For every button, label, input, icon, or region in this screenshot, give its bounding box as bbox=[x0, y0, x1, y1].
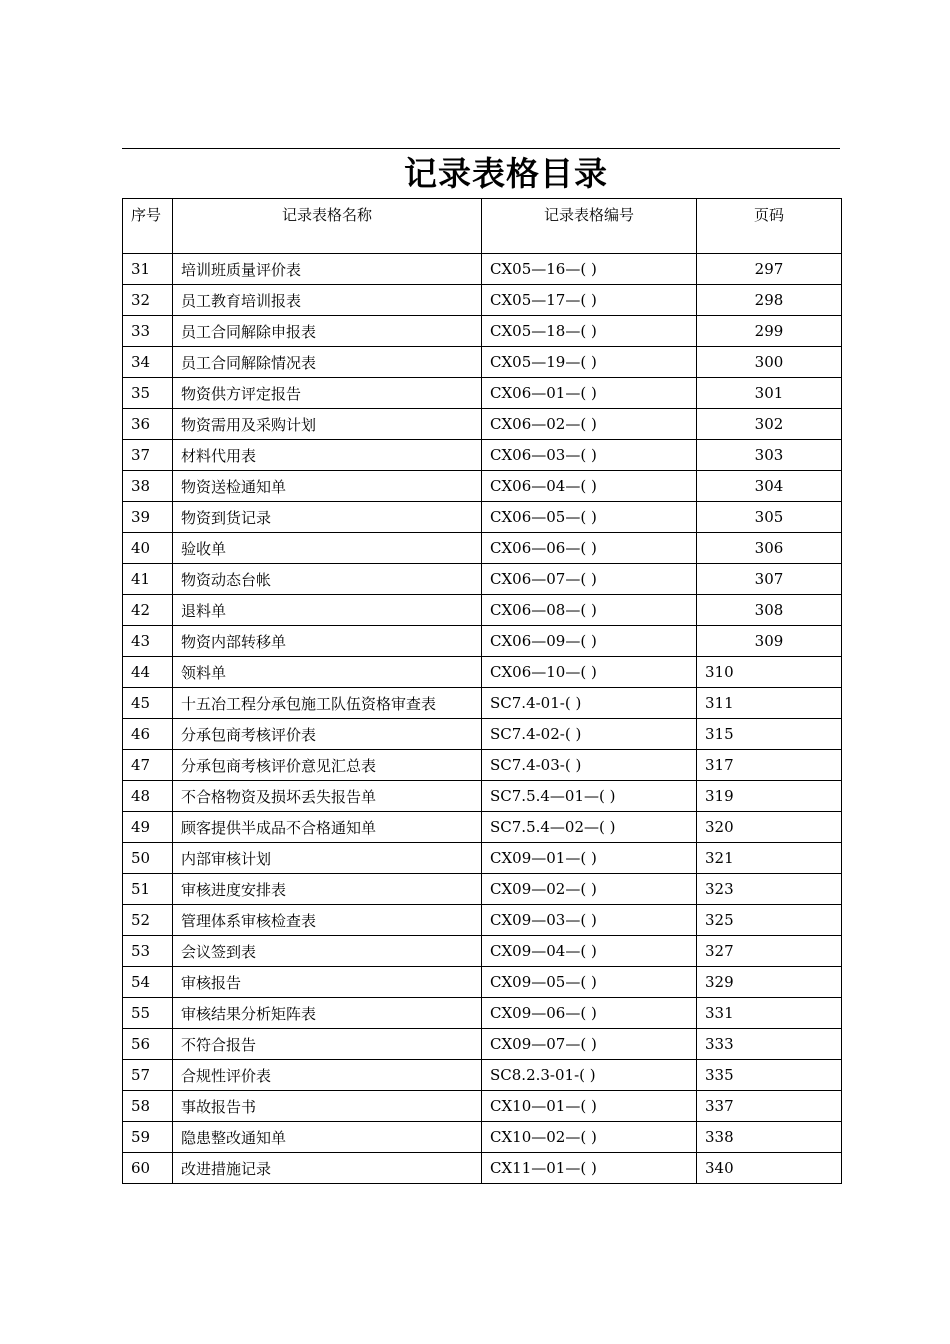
cell-page: 338 bbox=[697, 1122, 842, 1153]
cell-no: 45 bbox=[123, 688, 173, 719]
cell-no: 53 bbox=[123, 936, 173, 967]
table-row bbox=[123, 657, 842, 688]
cell-page: 321 bbox=[697, 843, 842, 874]
cell-code: CX05—17—( ) bbox=[482, 285, 697, 316]
cell-no: 59 bbox=[123, 1122, 173, 1153]
table-row bbox=[123, 905, 842, 936]
table-row bbox=[123, 1153, 842, 1184]
cell-name: 物资到货记录 bbox=[173, 502, 482, 533]
cell-code: CX10—02—( ) bbox=[482, 1122, 697, 1153]
cell-no: 49 bbox=[123, 812, 173, 843]
cell-page: 302 bbox=[697, 409, 842, 440]
cell-page: 333 bbox=[697, 1029, 842, 1060]
table-row bbox=[123, 1122, 842, 1153]
table-row bbox=[123, 347, 842, 378]
page-title: 记录表格目录 bbox=[404, 154, 608, 193]
record-forms-table bbox=[122, 198, 842, 1184]
table-row bbox=[123, 688, 842, 719]
cell-no: 50 bbox=[123, 843, 173, 874]
table-row bbox=[123, 626, 842, 657]
cell-no: 33 bbox=[123, 316, 173, 347]
cell-page: 303 bbox=[697, 440, 842, 471]
cell-page: 337 bbox=[697, 1091, 842, 1122]
cell-no: 54 bbox=[123, 967, 173, 998]
cell-code: CX09—05—( ) bbox=[482, 967, 697, 998]
table-header-row bbox=[123, 199, 842, 254]
cell-page: 319 bbox=[697, 781, 842, 812]
cell-page: 327 bbox=[697, 936, 842, 967]
cell-page: 323 bbox=[697, 874, 842, 905]
cell-name: 物资送检通知单 bbox=[173, 471, 482, 502]
table-row bbox=[123, 936, 842, 967]
cell-code: CX05—19—( ) bbox=[482, 347, 697, 378]
cell-name: 材料代用表 bbox=[173, 440, 482, 471]
cell-page: 311 bbox=[697, 688, 842, 719]
cell-no: 48 bbox=[123, 781, 173, 812]
cell-no: 52 bbox=[123, 905, 173, 936]
cell-page: 320 bbox=[697, 812, 842, 843]
cell-name: 员工合同解除申报表 bbox=[173, 316, 482, 347]
cell-page: 317 bbox=[697, 750, 842, 781]
cell-name: 物资需用及采购计划 bbox=[173, 409, 482, 440]
cell-name: 内部审核计划 bbox=[173, 843, 482, 874]
cell-no: 43 bbox=[123, 626, 173, 657]
cell-page: 325 bbox=[697, 905, 842, 936]
header-code: 记录表格编号 bbox=[482, 199, 697, 254]
table-row bbox=[123, 471, 842, 502]
cell-code: CX06—07—( ) bbox=[482, 564, 697, 595]
cell-page: 315 bbox=[697, 719, 842, 750]
cell-name: 退料单 bbox=[173, 595, 482, 626]
table-row bbox=[123, 440, 842, 471]
table-row bbox=[123, 1091, 842, 1122]
cell-code: CX09—06—( ) bbox=[482, 998, 697, 1029]
cell-name: 培训班质量评价表 bbox=[173, 254, 482, 285]
table-row bbox=[123, 595, 842, 626]
header-rule bbox=[122, 148, 840, 149]
cell-code: CX05—16—( ) bbox=[482, 254, 697, 285]
cell-page: 331 bbox=[697, 998, 842, 1029]
cell-code: CX11—01—( ) bbox=[482, 1153, 697, 1184]
cell-page: 307 bbox=[697, 564, 842, 595]
cell-code: CX06—01—( ) bbox=[482, 378, 697, 409]
cell-page: 300 bbox=[697, 347, 842, 378]
cell-page: 308 bbox=[697, 595, 842, 626]
cell-name: 物资供方评定报告 bbox=[173, 378, 482, 409]
table-row bbox=[123, 967, 842, 998]
cell-name: 物资动态台帐 bbox=[173, 564, 482, 595]
cell-page: 340 bbox=[697, 1153, 842, 1184]
cell-code: CX09—01—( ) bbox=[482, 843, 697, 874]
cell-name: 会议签到表 bbox=[173, 936, 482, 967]
cell-code: CX06—05—( ) bbox=[482, 502, 697, 533]
cell-page: 335 bbox=[697, 1060, 842, 1091]
cell-code: SC8.2.3-01-( ) bbox=[482, 1060, 697, 1091]
table-row bbox=[123, 254, 842, 285]
cell-code: CX09—02—( ) bbox=[482, 874, 697, 905]
cell-name: 管理体系审核检查表 bbox=[173, 905, 482, 936]
cell-no: 41 bbox=[123, 564, 173, 595]
cell-code: SC7.4-01-( ) bbox=[482, 688, 697, 719]
cell-no: 36 bbox=[123, 409, 173, 440]
cell-name: 分承包商考核评价表 bbox=[173, 719, 482, 750]
cell-code: CX06—03—( ) bbox=[482, 440, 697, 471]
cell-code: SC7.5.4—02—( ) bbox=[482, 812, 697, 843]
table-row bbox=[123, 409, 842, 440]
cell-no: 37 bbox=[123, 440, 173, 471]
cell-code: SC7.4-02-( ) bbox=[482, 719, 697, 750]
table-row bbox=[123, 719, 842, 750]
cell-name: 员工教育培训报表 bbox=[173, 285, 482, 316]
cell-no: 51 bbox=[123, 874, 173, 905]
cell-name: 隐患整改通知单 bbox=[173, 1122, 482, 1153]
cell-name: 分承包商考核评价意见汇总表 bbox=[173, 750, 482, 781]
cell-code: CX06—02—( ) bbox=[482, 409, 697, 440]
cell-no: 44 bbox=[123, 657, 173, 688]
cell-code: CX05—18—( ) bbox=[482, 316, 697, 347]
cell-page: 297 bbox=[697, 254, 842, 285]
cell-name: 顾客提供半成品不合格通知单 bbox=[173, 812, 482, 843]
header-page: 页码 bbox=[697, 199, 842, 254]
cell-code: SC7.4-03-( ) bbox=[482, 750, 697, 781]
cell-name: 事故报告书 bbox=[173, 1091, 482, 1122]
cell-name: 审核报告 bbox=[173, 967, 482, 998]
cell-code: CX10—01—( ) bbox=[482, 1091, 697, 1122]
cell-no: 31 bbox=[123, 254, 173, 285]
cell-name: 审核进度安排表 bbox=[173, 874, 482, 905]
cell-name: 审核结果分析矩阵表 bbox=[173, 998, 482, 1029]
cell-code: CX09—03—( ) bbox=[482, 905, 697, 936]
cell-code: SC7.5.4—01—( ) bbox=[482, 781, 697, 812]
table-row bbox=[123, 874, 842, 905]
cell-no: 58 bbox=[123, 1091, 173, 1122]
cell-code: CX06—08—( ) bbox=[482, 595, 697, 626]
cell-no: 47 bbox=[123, 750, 173, 781]
cell-no: 57 bbox=[123, 1060, 173, 1091]
cell-no: 42 bbox=[123, 595, 173, 626]
cell-code: CX09—04—( ) bbox=[482, 936, 697, 967]
cell-no: 34 bbox=[123, 347, 173, 378]
header-no: 序号 bbox=[123, 199, 173, 254]
cell-page: 310 bbox=[697, 657, 842, 688]
cell-no: 38 bbox=[123, 471, 173, 502]
table-row bbox=[123, 285, 842, 316]
cell-no: 46 bbox=[123, 719, 173, 750]
table-row bbox=[123, 502, 842, 533]
cell-no: 35 bbox=[123, 378, 173, 409]
table-row bbox=[123, 843, 842, 874]
cell-name: 验收单 bbox=[173, 533, 482, 564]
table-row bbox=[123, 998, 842, 1029]
cell-no: 56 bbox=[123, 1029, 173, 1060]
cell-page: 305 bbox=[697, 502, 842, 533]
cell-name: 合规性评价表 bbox=[173, 1060, 482, 1091]
cell-name: 员工合同解除情况表 bbox=[173, 347, 482, 378]
table-row bbox=[123, 378, 842, 409]
cell-name: 十五冶工程分承包施工队伍资格审查表 bbox=[173, 688, 482, 719]
cell-no: 32 bbox=[123, 285, 173, 316]
cell-no: 39 bbox=[123, 502, 173, 533]
table-row bbox=[123, 1029, 842, 1060]
table-row bbox=[123, 812, 842, 843]
cell-code: CX06—10—( ) bbox=[482, 657, 697, 688]
cell-name: 领料单 bbox=[173, 657, 482, 688]
cell-name: 不符合报告 bbox=[173, 1029, 482, 1060]
table-row bbox=[123, 564, 842, 595]
cell-page: 306 bbox=[697, 533, 842, 564]
cell-page: 304 bbox=[697, 471, 842, 502]
table-row bbox=[123, 1060, 842, 1091]
cell-page: 299 bbox=[697, 316, 842, 347]
cell-code: CX06—09—( ) bbox=[482, 626, 697, 657]
table-row bbox=[123, 316, 842, 347]
cell-no: 60 bbox=[123, 1153, 173, 1184]
cell-code: CX09—07—( ) bbox=[482, 1029, 697, 1060]
table-row bbox=[123, 750, 842, 781]
cell-page: 298 bbox=[697, 285, 842, 316]
cell-page: 309 bbox=[697, 626, 842, 657]
cell-code: CX06—06—( ) bbox=[482, 533, 697, 564]
table-row bbox=[123, 781, 842, 812]
cell-no: 55 bbox=[123, 998, 173, 1029]
table-row bbox=[123, 533, 842, 564]
cell-page: 301 bbox=[697, 378, 842, 409]
cell-page: 329 bbox=[697, 967, 842, 998]
cell-name: 改进措施记录 bbox=[173, 1153, 482, 1184]
cell-name: 不合格物资及损坏丢失报告单 bbox=[173, 781, 482, 812]
cell-name: 物资内部转移单 bbox=[173, 626, 482, 657]
cell-code: CX06—04—( ) bbox=[482, 471, 697, 502]
header-name: 记录表格名称 bbox=[173, 199, 482, 254]
cell-no: 40 bbox=[123, 533, 173, 564]
